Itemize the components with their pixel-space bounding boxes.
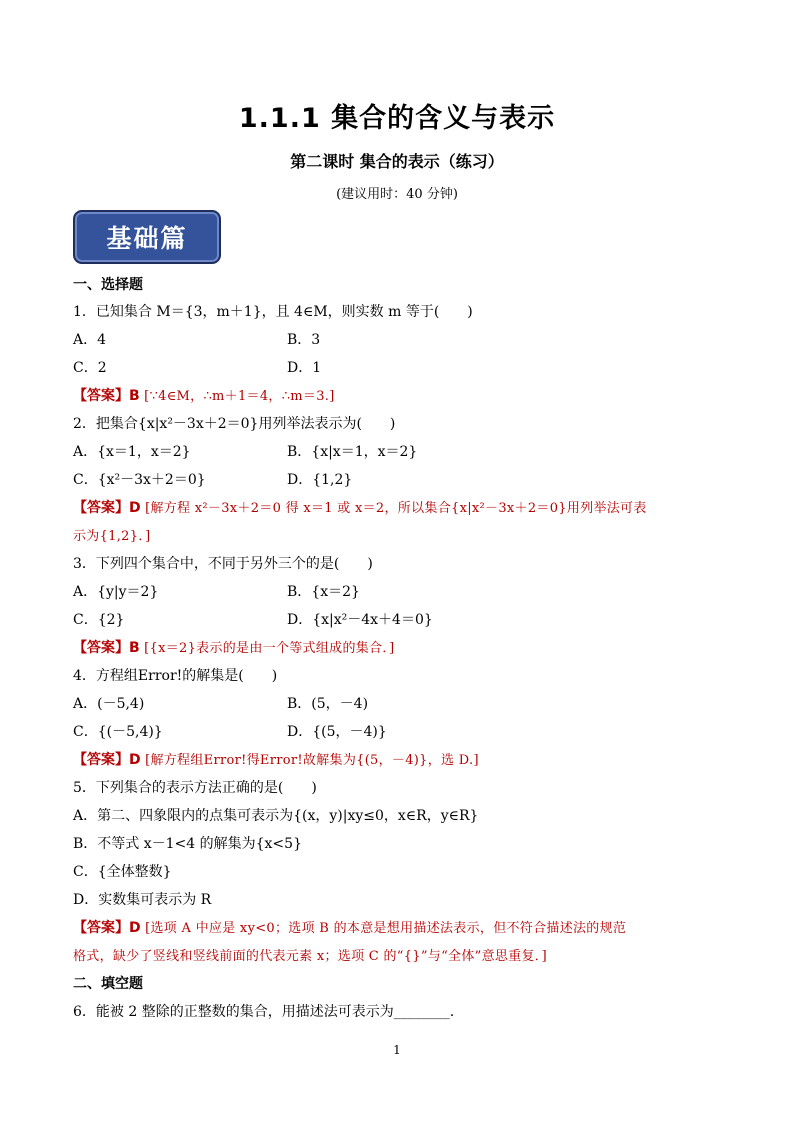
answer-tag: 【答案】D — [73, 500, 141, 516]
question-2-answer — [73, 499, 647, 518]
question-5-answer-cont — [73, 947, 547, 966]
page-number: 1 — [393, 1043, 401, 1057]
section-badge-label: 基础篇 — [106, 224, 188, 253]
answer-tag: 【答案】B — [73, 640, 140, 656]
question-5-stem: 5．下列集合的表示方法正确的是( ) — [73, 780, 317, 796]
section-badge — [73, 210, 221, 264]
answer-body: [选项 A 中应是 xy<0；选项 B 的本意是想用描述法表示，但不符合描述法的规范 — [145, 921, 627, 936]
question-5-option-d: D．实数集可表示为 R — [73, 892, 212, 908]
answer-tag: 【答案】D — [73, 752, 141, 768]
section-heading-choice: 一、选择题 — [73, 277, 143, 293]
question-3-answer — [73, 639, 395, 658]
question-2-option-d: D．{1,2} — [287, 472, 353, 488]
question-6-stem: 6．能被 2 整除的正整数的集合，用描述法可表示为________. — [73, 1004, 455, 1020]
question-3-option-b: B．{x＝2} — [287, 584, 360, 600]
question-3-option-a: A．{y|y＝2} — [73, 584, 159, 600]
question-2-option-a: A．{x＝1，x＝2} — [73, 444, 191, 460]
answer-body: [∵4∈M，∴m＋1＝4，∴m＝3.] — [144, 389, 335, 404]
question-2-option-b: B．{x|x＝1，x＝2} — [287, 444, 418, 460]
question-5-answer — [73, 919, 626, 938]
question-1-option-d: D．1 — [287, 360, 322, 376]
question-2-stem: 2．把集合{x|x²－3x＋2＝0}用列举法表示为( ) — [73, 416, 396, 432]
question-5-option-b: B．不等式 x－1<4 的解集为{x<5} — [73, 836, 302, 852]
answer-body-cont: 示为{1,2}．] — [73, 529, 151, 544]
answer-tag: 【答案】B — [73, 388, 140, 404]
question-1-stem: 1．已知集合 M＝{3，m＋1}，且 4∈M，则实数 m 等于( ) — [73, 304, 473, 320]
question-5-option-a: A．第二、四象限内的点集可表示为{(x，y)|xy≤0，x∈R，y∈R} — [73, 808, 479, 824]
question-1-answer — [73, 387, 335, 406]
answer-tag: 【答案】D — [73, 920, 141, 936]
answer-body: [{x＝2}表示的是由一个等式组成的集合．] — [144, 641, 395, 656]
question-2-answer-cont — [73, 527, 151, 546]
section-heading-fill: 二、填空题 — [73, 976, 143, 992]
time-note: (建议用时：40 分钟) — [336, 187, 458, 202]
page-title: 1.1.1 集合的含义与表示 — [238, 103, 556, 134]
answer-body: [解方程 x²－3x＋2＝0 得 x＝1 或 x＝2，所以集合{x|x²－3x＋2＝0}用列举法可表 — [145, 501, 647, 516]
answer-body: [解方程组Error!得Error!故解集为{(5，－4)}，选 D.] — [145, 753, 479, 768]
question-3-option-c: C．{2} — [73, 612, 125, 628]
question-4-option-b: B．(5，－4) — [287, 696, 369, 712]
answer-body-cont: 格式，缺少了竖线和竖线前面的代表元素 x；选项 C 的“{}”与“全体”意思重复．] — [73, 949, 547, 964]
question-4-option-c: C．{(－5,4)} — [73, 724, 163, 740]
question-3-stem: 3．下列四个集合中，不同于另外三个的是( ) — [73, 556, 373, 572]
question-4-option-d: D．{(5，－4)} — [287, 724, 387, 740]
page-subtitle: 第二课时 集合的表示（练习） — [290, 152, 504, 171]
question-4-stem: 4．方程组Error!的解集是( ) — [73, 668, 278, 684]
question-1-option-c: C．2 — [73, 360, 107, 376]
question-4-option-a: A．(－5,4) — [73, 696, 145, 712]
question-3-option-d: D．{x|x²－4x＋4＝0} — [287, 612, 433, 628]
question-2-option-c: C．{x²－3x＋2＝0} — [73, 472, 206, 488]
question-4-answer — [73, 751, 479, 770]
question-1-option-b: B．3 — [287, 332, 321, 348]
question-5-option-c: C．{全体整数} — [73, 864, 172, 880]
question-1-option-a: A．4 — [73, 332, 107, 348]
